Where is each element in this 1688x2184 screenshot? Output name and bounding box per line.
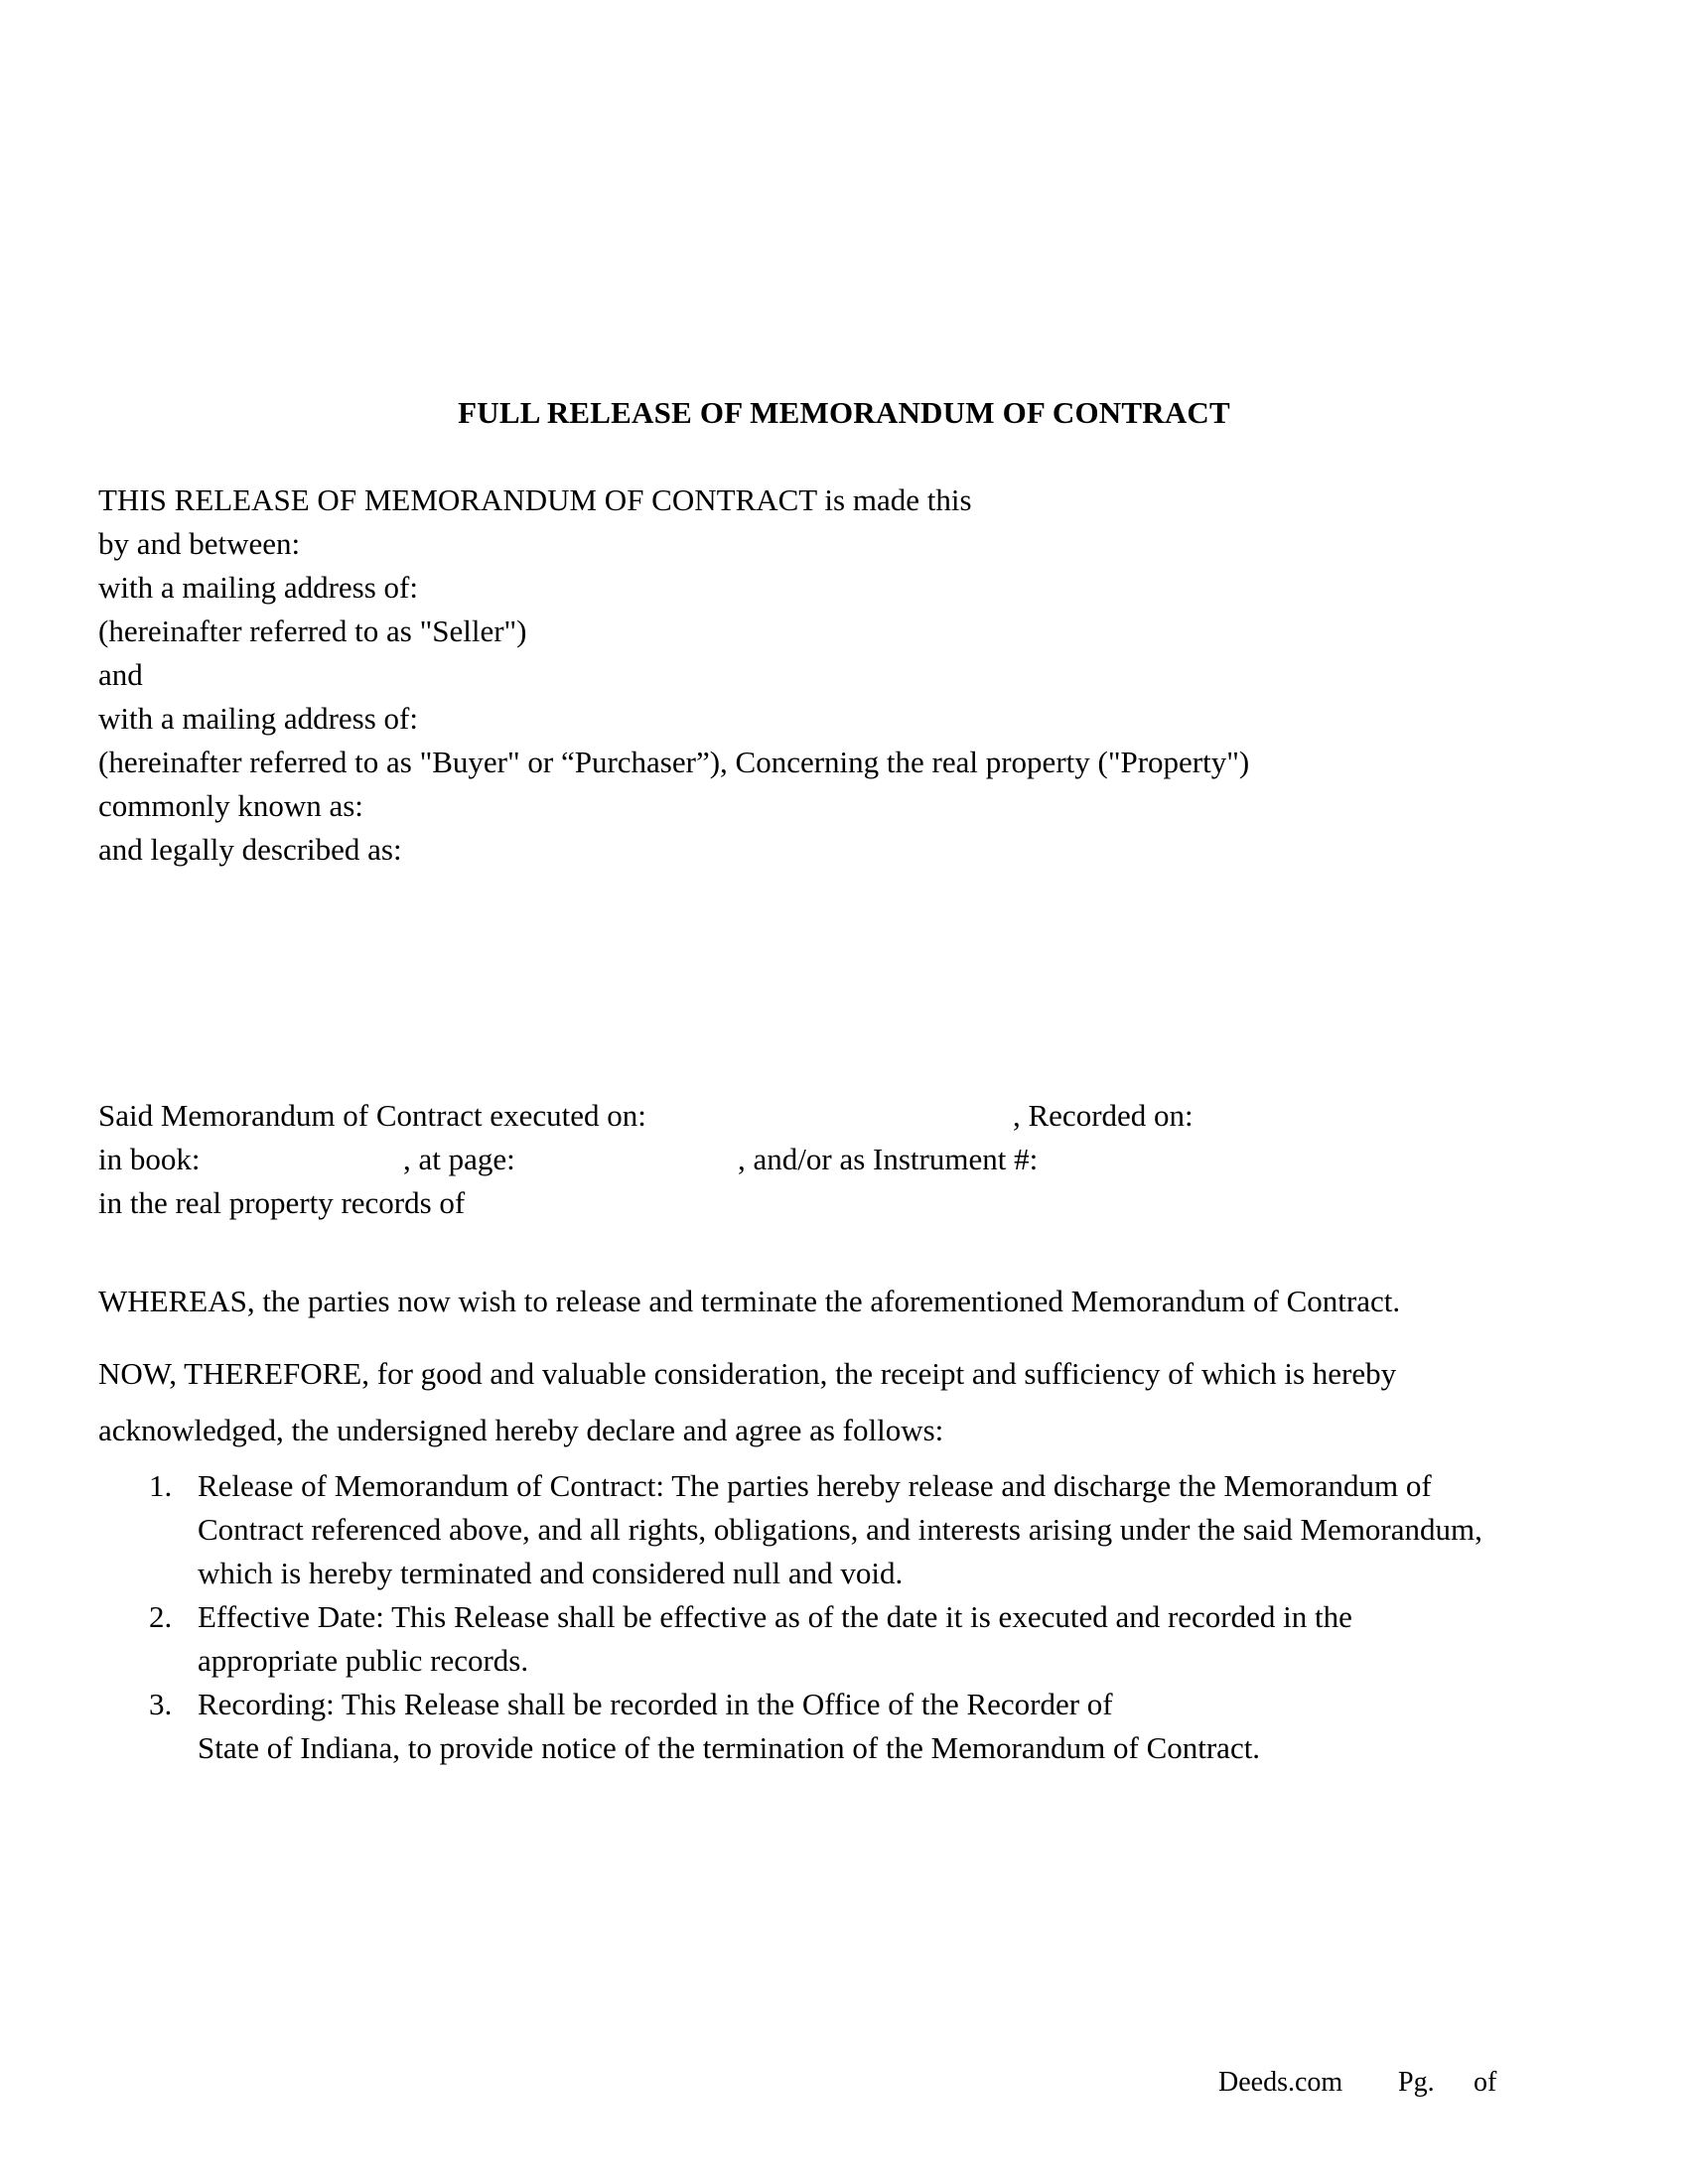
item-1-line: Release of Memorandum of Contract: The parties hereby release and discharge the Memorandum of	[198, 1468, 1432, 1503]
item-2-line: Effective Date: This Release shall be effective as of the date it is executed and recorded in the	[198, 1599, 1352, 1634]
footer-page-label: Pg.	[1398, 2067, 1435, 2098]
item-3-line: Recording: This Release shall be recorded in the Office of the Recorder of	[198, 1687, 1113, 1721]
item-number: 2.	[149, 1599, 173, 1634]
and-line: and	[98, 657, 143, 692]
item-3-line: State of Indiana, to provide notice of the termination of the Memorandum of Contract.	[198, 1730, 1261, 1765]
item-2-line: appropriate public records.	[198, 1643, 529, 1678]
document-title: FULL RELEASE OF MEMORANDUM OF CONTRACT	[458, 395, 1230, 430]
buyer-address-line: with a mailing address of:	[98, 701, 418, 736]
commonly-known-line: commonly known as:	[98, 788, 363, 823]
book-label: in book:	[98, 1142, 201, 1176]
executed-on-label: Said Memorandum of Contract executed on:	[98, 1098, 646, 1133]
item-number: 3.	[149, 1687, 173, 1721]
intro-line: THIS RELEASE OF MEMORANDUM OF CONTRACT is made this	[98, 482, 972, 517]
now-therefore-line-1: NOW, THEREFORE, for good and valuable consideration, the receipt and sufficiency of which is hereby	[98, 1356, 1397, 1391]
page-label: , at page:	[403, 1142, 515, 1176]
by-and-between-line: by and between:	[98, 526, 301, 561]
buyer-reference-line: (hereinafter referred to as "Buyer" or “Purchaser”), Concerning the real property ("Property")	[98, 745, 1250, 779]
item-number: 1.	[149, 1468, 173, 1503]
seller-reference-line: (hereinafter referred to as "Seller")	[98, 614, 527, 648]
recorded-on-label: , Recorded on:	[1013, 1098, 1194, 1133]
seller-address-line: with a mailing address of:	[98, 570, 418, 605]
footer-site: Deeds.com	[1218, 2067, 1343, 2098]
item-1-line: Contract referenced above, and all rights, obligations, and interests arising under the said Memorandum,	[198, 1512, 1482, 1547]
whereas-clause: WHEREAS, the parties now wish to release and terminate the aforementioned Memorandum of Contract.	[98, 1284, 1401, 1318]
item-1-line: which is hereby terminated and considered null and void.	[198, 1556, 904, 1590]
records-of-label: in the real property records of	[98, 1185, 466, 1220]
now-therefore-line-2: acknowledged, the undersigned hereby declare and agree as follows:	[98, 1413, 944, 1447]
legal-description-line: and legally described as:	[98, 832, 402, 867]
instrument-label: , and/or as Instrument #:	[738, 1142, 1039, 1176]
footer-of-label: of	[1474, 2067, 1497, 2098]
